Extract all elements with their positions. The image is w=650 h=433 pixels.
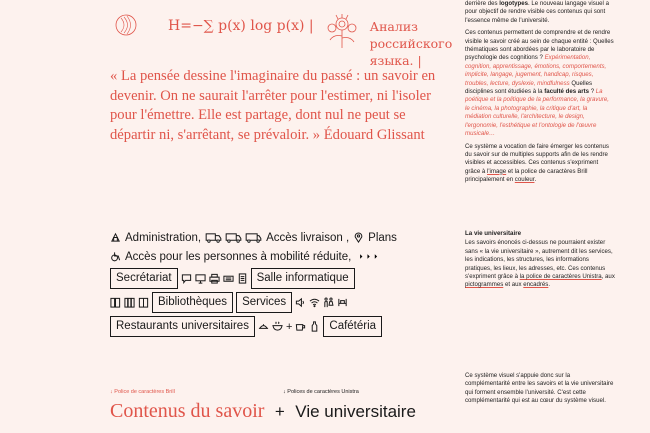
books-icon	[138, 297, 149, 308]
keyboard-icon	[223, 273, 234, 284]
books-icon	[110, 297, 121, 308]
monitor-icon	[195, 273, 206, 284]
flower-icon	[320, 14, 364, 50]
nav-line-1	[110, 228, 455, 247]
paragraph-complementarite: Ce système visuel s'appuie donc sur la complémentarité entre les savoirs et la vie universitaire qui forment ensemble l'université. C'est cette complémentarité qui est au cœur du système visuel.	[465, 372, 614, 405]
right-column-bottom	[465, 372, 615, 410]
services-box[interactable]: Services	[236, 292, 292, 313]
office-icons	[181, 273, 248, 284]
paragraph-contenus: Ces contenus permettent de comprendre et de rendre visible le savoir créé au sein de chaque entité : Quelles thématiques sont abordées par le laboratoire de psychologie des cognitions ? Expérimentation, cognition, apprentissage, émotions, comportements, implicite, langage, jugement, handicap, risques, troubles, lecture, dyslexie, mindfulness Quelles disciplines sont étudiées à la faculté des arts ? La poétique et la politique de la performance, la gravure, le cinéma, la photographie, la critique d'art, la médiation culturelle, l'architecture, le design, l'ergonomie, l'esthétique et l'ontologie de l'œuvre musicale…	[465, 29, 614, 138]
paragraph-systeme: Ce système a vocation de faire émerger les contenus du savoir sur de multiples supports afin de les rendre visibles et accessibles. Ces contenus s'expriment grâce à l'image et la police de caractères Brill principalement en couleur.	[465, 142, 609, 184]
title-plus: +	[274, 402, 285, 421]
vie-universitaire-heading: La vie universitaire	[465, 230, 522, 237]
lounge-icon	[337, 297, 348, 308]
paragraph-vie-universitaire: Les savoirs énoncés ci-dessus ne pourraient exister sans « la vie universitaire », autrement dit les services, les indications, les structures, les informations pratiques, les lieux, les adresses, etc. Ces contenus s'expriment grâce à la police de caractères Unistra, aux pictogrammes et aux encadrés.	[465, 239, 615, 289]
boxes-row-1	[110, 268, 455, 289]
books-icons	[110, 297, 149, 308]
truck-icon	[245, 232, 262, 243]
bibliotheques-box[interactable]: Bibliothèques	[152, 292, 233, 313]
plus-sign: +	[285, 320, 293, 333]
secretariat-box[interactable]: Secrétariat	[110, 268, 178, 289]
wifi-icon	[309, 297, 320, 308]
restaurants-universitaires-box[interactable]: Restaurants universitaires	[110, 316, 255, 337]
document-icon	[237, 273, 248, 284]
vie-universitaire-title: Vie universitaire	[295, 402, 416, 421]
mobilite-reduite-link[interactable]: Accès pour les personnes à mobilité réduite,	[125, 250, 352, 263]
russian-text: Анализ российского языка. |	[369, 19, 453, 68]
boxes-row-3	[110, 316, 455, 337]
pictogram-navigation	[110, 228, 455, 337]
administration-link[interactable]: Administration,	[125, 231, 202, 244]
cup-icon	[295, 321, 306, 332]
formula-line	[110, 14, 453, 69]
unistra-font-label: ↓ Polices de caractères Unistra	[283, 389, 359, 395]
right-column-top	[465, 0, 615, 189]
bottle-icon	[309, 321, 320, 332]
cafeteria-box[interactable]: Cafétéria	[323, 316, 382, 337]
dish-icon	[258, 321, 269, 332]
printer-icon	[209, 273, 220, 284]
entropy-formula: H=−∑ p(x) log p(x) |	[168, 18, 314, 34]
books-icon	[124, 297, 135, 308]
truck-icon	[205, 232, 222, 243]
wheelchair-icon	[110, 251, 121, 262]
admin-icon	[110, 232, 121, 243]
glissant-quote: « La pensée dessine l'imaginaire du passé : un savoir en devenir. On ne saurait l'arrêter pour l'estimer, ni l'isoler pour l'émettre. Elle est partage, dont nul ne peut se départir ni, s'arrêtant, se prévaloir. » Édouard Glissant	[110, 68, 436, 143]
restroom-icon	[323, 297, 334, 308]
bottom-title	[110, 400, 416, 423]
salle-informatique-box[interactable]: Salle informatique	[251, 268, 355, 289]
speaker-icon	[295, 297, 306, 308]
acces-livraison-link[interactable]: Accès livraison ,	[266, 231, 350, 244]
bowl-icon	[272, 321, 283, 332]
brill-font-label: ↓ Police de caractères Brill	[110, 389, 175, 395]
right-column-middle	[465, 230, 615, 294]
service-icons	[295, 297, 348, 308]
restaurant-icons	[258, 321, 320, 333]
truck-icons	[205, 232, 262, 243]
chat-icon	[181, 273, 192, 284]
boxes-row-2	[110, 292, 455, 313]
arrows-icon	[355, 251, 379, 262]
truck-icon	[225, 232, 242, 243]
quote-block	[110, 14, 453, 145]
plans-link[interactable]: Plans	[368, 231, 397, 244]
contenus-du-savoir-title: Contenus du savoir	[110, 400, 265, 422]
nav-line-2	[110, 247, 455, 266]
paragraph-logotypes: derrière des logotypes. Le nouveau langage visuel a pour objectif de rendre visible ces contenus qui sont l'essence même de l'université.	[465, 0, 609, 24]
pin-icon	[353, 232, 364, 243]
